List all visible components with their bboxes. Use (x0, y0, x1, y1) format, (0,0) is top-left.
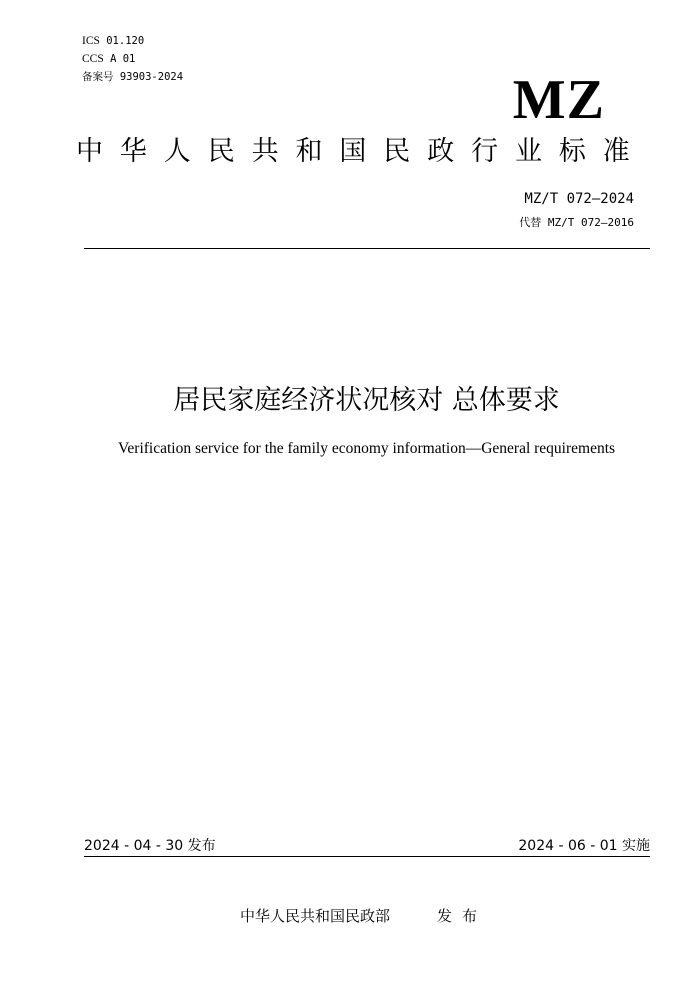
filing-value: 93903-2024 (119, 71, 184, 83)
implementation-date: 2024 - 06 - 01 实施 (518, 838, 650, 854)
replaces-standard (519, 214, 634, 230)
ics-label: ICS (82, 35, 100, 47)
org-title: 中华人民共和国民政行业标准 (76, 136, 647, 167)
title-english: Verification service for the family economy information—General requirements (117, 440, 616, 457)
title-chinese: 居民家庭经济状况核对 总体要求 (173, 385, 560, 416)
issue-date: 2024 - 04 - 30 发布 (84, 838, 216, 854)
mz-logo: MZ (512, 69, 605, 131)
replaces-value: MZ/T 072—2016 (547, 216, 634, 229)
ics-value: 01.120 (106, 35, 145, 47)
publish-label: 发布 (437, 907, 488, 925)
publisher: 中华人民共和国民政部 (240, 907, 391, 925)
ccs-value: A 01 (110, 53, 136, 65)
top-divider (84, 248, 650, 249)
filing-label: 备案号 (82, 71, 114, 83)
ccs-code (82, 53, 135, 66)
ics-code (82, 35, 144, 48)
bottom-divider (84, 856, 650, 857)
ccs-label: CCS (82, 53, 104, 65)
replaces-label: 代替 (519, 216, 542, 229)
standard-number: MZ/T 072—2024 (524, 191, 634, 207)
